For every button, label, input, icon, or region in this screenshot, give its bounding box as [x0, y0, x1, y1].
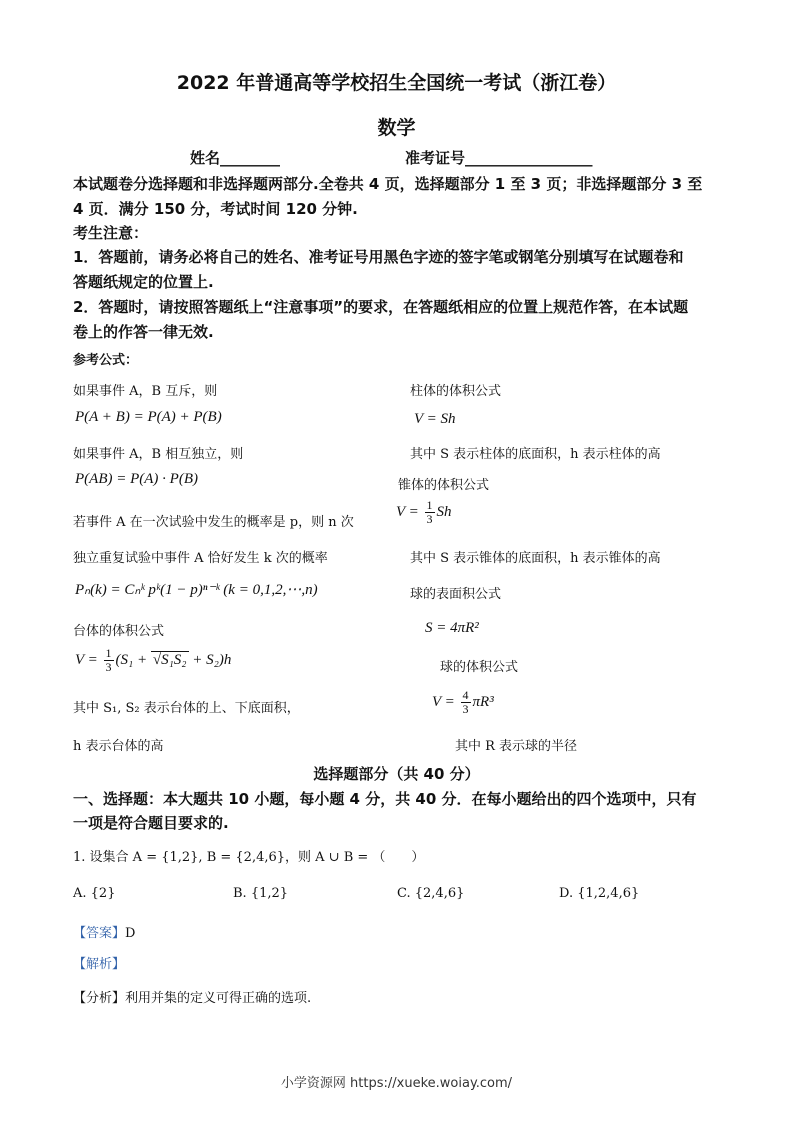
bernoulli-text-1: 若事件 A 在一次试验中发生的概率是 p，则 n 次 [73, 515, 354, 530]
fenxi-text: 利用并集的定义可得正确的选项. [125, 991, 312, 1006]
sphere-area-title: 球的表面积公式 [410, 587, 502, 602]
indep-text: 如果事件 A，B 相互独立，则 [73, 447, 244, 462]
mutex-text: 如果事件 A，B 互斥，则 [73, 384, 218, 399]
analysis-tag: 【解析】 [73, 957, 126, 972]
indep-formula: P(AB) = P(A) · P(B) [75, 471, 198, 487]
frustum-height-desc: h 表示台体的高 [73, 739, 164, 754]
prism-desc: 其中 S 表示柱体的底面积，h 表示柱体的高 [410, 447, 661, 462]
notice-2b: 卷上的作答一律无效. [73, 323, 214, 341]
answer-tag: 【答案】 [73, 926, 126, 941]
question-1-stem: 1. 设集合 A = {1,2}, B = {2,4,6}，则 A ∪ B = （ ） [73, 850, 425, 865]
sphere-volume-formula: V = $\frac{4}{3}$ πR³ [432, 688, 494, 716]
sphere-radius-desc: 其中 R 表示球的半径 [455, 739, 578, 754]
footer-watermark: 小学资源网 https://xueke.woiay.com/ [280, 1076, 513, 1091]
exam-title: 2022 年普通高等学校招生全国统一考试（浙江卷） [176, 72, 617, 94]
notice-title: 考生注意： [73, 224, 149, 242]
option-c: C. {2,4,6} [397, 886, 465, 901]
sphere-volume-title: 球的体积公式 [440, 660, 519, 675]
notice-1b: 答题纸规定的位置上. [73, 273, 214, 291]
reference-formulas-title: 参考公式： [73, 353, 139, 368]
section-instruction-1: 一、选择题：本大题共 10 小题，每小题 4 分，共 40 分．在每小题给出的四个选项中，只有 [73, 790, 697, 808]
frustum-desc: 其中 S₁, S₂ 表示台体的上、下底面积， [73, 701, 300, 716]
intro-line-2: 4 页．满分 150 分，考试时间 120 分钟. [73, 200, 358, 218]
intro-line-1: 本试题卷分选择题和非选择题两部分.全卷共 4 页，选择题部分 1 至 3 页；非选择题部分 3 至 [73, 175, 703, 193]
cone-desc: 其中 S 表示锥体的底面积，h 表示锥体的高 [410, 551, 661, 566]
exam-id-label: 准考证号_________________ [405, 149, 593, 167]
section-title: 选择题部分（共 40 分） [313, 765, 480, 783]
answer-value: D [125, 926, 136, 941]
bernoulli-text-2: 独立重复试验中事件 A 恰好发生 k 次的概率 [73, 551, 328, 566]
frustum-title: 台体的体积公式 [73, 624, 165, 639]
mutex-formula: P(A + B) = P(A) + P(B) [75, 409, 222, 425]
option-a: A. {2} [73, 886, 116, 901]
notice-1a: 1．答题前，请务必将自己的姓名、准考证号用黑色字迹的签字笔或钢笔分别填写在试题卷和 [73, 248, 684, 266]
subject-title: 数学 [377, 117, 416, 139]
option-b: B. {1,2} [233, 886, 289, 901]
sphere-area-formula: S = 4πR² [425, 620, 479, 636]
fenxi-line [73, 987, 311, 1006]
prism-title: 柱体的体积公式 [410, 384, 502, 399]
notice-2a: 2．答题时，请按照答题纸上“注意事项”的要求，在答题纸相应的位置上规范作答，在本试题 [73, 298, 689, 316]
cone-title: 锥体的体积公式 [398, 478, 490, 493]
cone-formula: V = $\frac{1}{3}$ Sh [396, 498, 452, 526]
section-instruction-2: 一项是符合题目要求的. [73, 814, 229, 832]
prism-formula: V = Sh [414, 411, 456, 427]
name-label: 姓名________ [190, 149, 281, 167]
frustum-formula: V = $\frac{1}{3}$ (S₁ + √S₁S₂ + S₂)h [75, 646, 232, 674]
fenxi-tag: 【分析】 [73, 991, 126, 1006]
answer-line [73, 922, 135, 941]
bernoulli-formula: Pₙ(k) = Cₙᵏ pᵏ(1 − p)ⁿ⁻ᵏ (k = 0,1,2,⋯,n) [75, 582, 318, 598]
option-d: D. {1,2,4,6} [559, 886, 640, 901]
